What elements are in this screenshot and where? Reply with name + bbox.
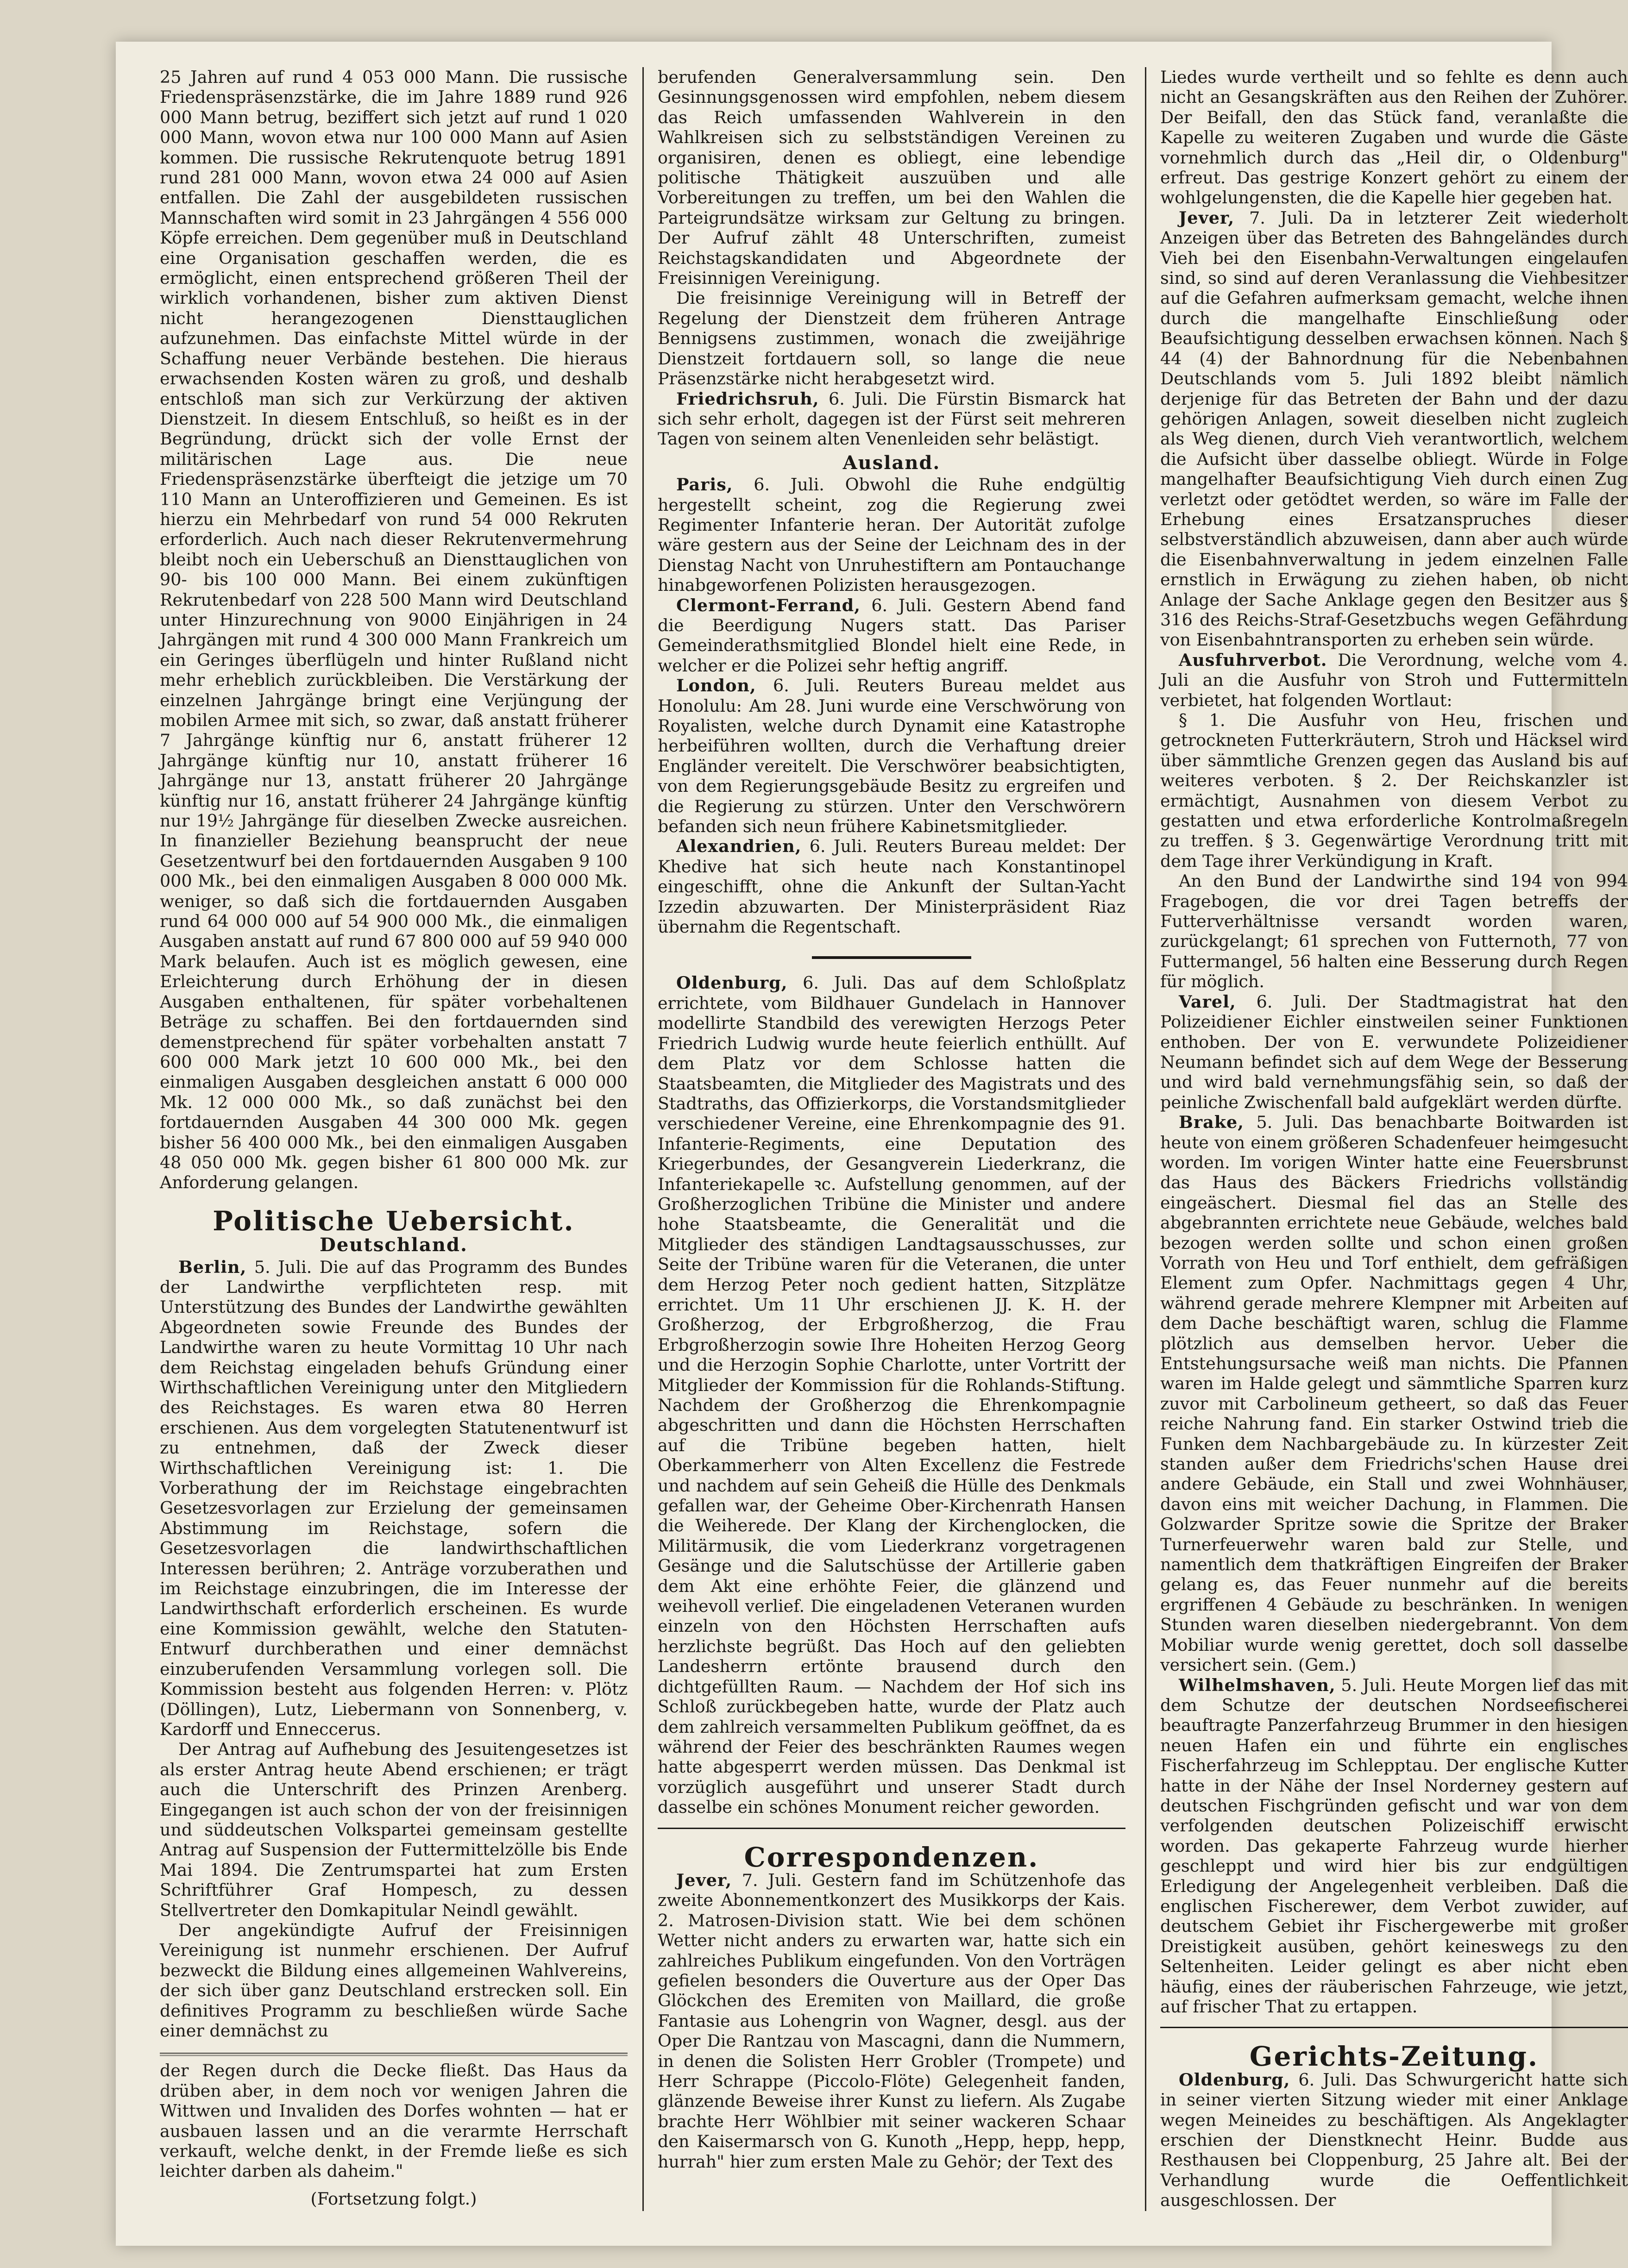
section-heading: Politische Uebersicht.	[213, 1205, 575, 1237]
column-rule	[642, 67, 644, 2211]
dateline-place: Paris,	[676, 475, 733, 495]
dateline-place: Berlin,	[178, 1257, 247, 1277]
news-text: 7. Juli. Da in letzterer Zeit wiederholt Anzeigen über das Betreten des Bahngeländes durch Vieh bei den Eisenbahn-Verwaltungen eingelaufen sind, so sind auf deren Veranlassung die Viehbesitzer auf die Gefahren aufmerksam gemacht, welche ihnen durch die mangelhafte Einschließung oder Beaufsichtigung desselben erwachsen können. Nach § 44 (4) der Bahnordnung für die Nebenbahnen Deutschlands vom 5. Juli 1892 bleibt nämlich derjenige für das Betreten der Bahn und der dazu gehörigen Anlagen, soweit dieselben nicht zugleich als Weg dienen, durch Vieh verantwortlich, welchem die Aufsicht über dasselbe obliegt. Würde in Folge mangelhafter Beaufsichtigung Vieh durch einen Zug verletzt oder getödtet werden, so wäre im Falle der Erhebung eines Ersatzanspruches dieser selbstverständlich abzuweisen, dann aber auch würde die Eisenbahnverwaltung in jedem einzelnen Falle ernstlich in Erwägung zu ziehen haben, ob nicht Anlage der Sache Anklage gegen den Besitzer aus § 316 des Reichs-Straf-Gesetzbuchs wegen Gefährdung von Eisenbahntransporten zu erheben sein würde.	[1160, 207, 1628, 650]
dateline-place: Varel,	[1179, 991, 1236, 1012]
dateline-place: London,	[676, 676, 756, 696]
article-paragraph: § 1. Die Ausfuhr von Heu, frischen und getrockneten Futterkräutern, Stroh und Häcksel wird über sämmtliche Grenzen gegen das Ausland bis auf weiteres verboten. § 2. Der Reichskanzler ist ermächtigt, Ausnahmen von diesem Verbot zu gestatten und etwa erforderliche Kontrolmaßregeln zu treffen. § 3. Gegenwärtige Verordnung tritt mit dem Tage ihrer Verkündigung in Kraft.	[1160, 710, 1628, 871]
news-item	[658, 475, 1125, 595]
news-text: 6. Juli. Der Stadtmagistrat hat den Polizeidiener Eichler einstweilen seiner Funktionen enthoben. Der von E. verwundete Polizeidiener Neumann befindet sich auf dem Wege der Besserung und wird bald vernehmungsfähig sein, so daß der peinliche Zwischenfall bald aufgeklärt werden dürfte.	[1160, 991, 1628, 1112]
section-heading: Gerichts-Zeitung.	[1249, 2041, 1539, 2073]
feuilleton-text: der Regen durch die Decke fließt. Das Haus da drüben aber, in dem noch vor wenigen Jahren die Wittwen und Invaliden des Dorfes wohnten — hat er ausbauen lassen und an die verarmte Herrschaft verkauft, welche denkt, in der Fremde ließe es sich leichter darben als daheim."	[160, 2061, 628, 2181]
news-item	[658, 836, 1125, 937]
dateline-place: Oldenburg,	[1179, 2069, 1290, 2090]
news-item	[1160, 2070, 1628, 2211]
news-text: 6. Juli. Das auf dem Schloßplatz errichtete, vom Bildhauer Gundelach in Hannover modellirte Standbild des verewigten Herzogs Peter Friedrich Ludwig wurde heute feierlich enthüllt. Auf dem Platz vor dem Schlosse hatten die Staatsbeamten, die Mitglieder des Magistrats und des Stadtraths, das Offizierkorps, die Vorstandsmitglieder verschiedener Vereine, eine Ehrenkompagnie des 91. Infanterie-Regiments, eine Deputation des Kriegerbundes, der Gesangverein Liederkranz, die Infanteriekapelle ꝛc. Aufstellung genommen, auf der Großherzoglichen Tribüne die Minister und andere hohe Staatsbeamte, die Generalität und die Mitglieder des ständigen Landtagsausschusses, zur Seite der Tribüne waren für die Veteranen, die unter dem Herzog Peter noch gedient hatten, Sitzplätze errichtet. Um 11 Uhr erschienen JJ. K. H. der Großherzog, der Erbgroßherzog, die Frau Erbgroßherzogin sowie Ihre Hoheiten Herzog Georg und die Herzogin Sophie Charlotte, unter Vortritt der Mitglieder der Kommission für die Rohlands-Stiftung. Nachdem der Großherzog die Ehrenkompagnie abgeschritten und dann die Höchsten Herrschaften auf die Tribüne begeben hatten, hielt Oberkammerherr von Alten Excellenz die Festrede und nachdem auf sein Geheiß die Hülle des Denkmals gefallen war, der Geheime Ober-Kirchenrath Hansen die Weiherede. Der Klang der Kirchenglocken, die Militärmusik, die vom Liederkranz vorgetragenen Gesänge und die Salutschüsse der Artillerie gaben dem Akt eine erhöhte Feier, die glänzend und weihevoll verlief. Die eingeladenen Veteranen wurden einzeln von den Höchsten Herrschaften aufs herzlichste begrüßt. Das Hoch auf den geliebten Landesherrn ertönte brausend durch den dichtgefüllten Raum. — Nachdem der Hof sich ins Schloß zurückbegeben hatte, wurde der Platz auch dem zahlreich versammelten Publikum geöffnet, da es während der Feier des beschränkten Raumes wegen hatte abgesperrt werden müssen. Das Denkmal ist vorzüglich ausgeführt und unserer Stadt durch dasselbe ein schönes Monument reicher geworden.	[658, 973, 1125, 1817]
subsection-heading: Deutschland.	[320, 1234, 468, 1256]
dateline-place: Alexandrien,	[676, 836, 802, 857]
dateline-place: Clermont-Ferrand,	[676, 595, 861, 615]
subsection-heading: Ausland.	[842, 451, 941, 474]
news-item	[1160, 1675, 1628, 2017]
section-divider	[812, 956, 971, 959]
news-text: 6. Juli. Reuters Bureau meldet aus Honolulu: Am 28. Juni wurde eine Verschwörung von Royalisten, welche durch Dynamit eine Katastrophe herbeiführen wollten, durch die Verhaftung dreier Engländer vereitelt. Die Verschwörer beabsichtigten, von dem Regierungsgebäude Besitz zu ergreifen und die Regierung zu stürzen. Unter den Verschwörern befanden sich neun frühere Kabinetsmitglieder.	[658, 676, 1125, 837]
column-1	[160, 67, 628, 2209]
news-text: 6. Juli. Das Schwurgericht hatte sich in seiner vierten Sitzung wieder mit einer Anklage wegen Meineides zu beschäftigen. Als Angeklagter erschien der Dienstknecht Heinr. Budde aus Resthausen bei Cloppenburg, 25 Jahre alt. Bei der Verhandlung wurde die Oeffentlichkeit ausgeschlossen. Der	[1160, 2069, 1628, 2211]
article-paragraph: Der Antrag auf Aufhebung des Jesuitengesetzes ist als erster Antrag heute Abend erschienen; er trägt auch die Unterschrift des Prinzen Arenberg. Eingegangen ist auch schon der von der freisinnigen und süddeutschen Volkspartei gemeinsam gestellte Antrag auf Suspension der Futtermittelzölle bis Ende Mai 1894. Die Zentrumspartei hat zum Ersten Schriftführer Graf Hompesch, zu dessen Stellvertreter den Domkapitular Neindl gewählt.	[160, 1739, 628, 1920]
news-item	[658, 595, 1125, 676]
section-heading: Correspondenzen.	[744, 1841, 1039, 1873]
news-item	[658, 1870, 1125, 2172]
news-text: 6. Juli. Die Fürstin Bismarck hat sich sehr erholt, dagegen ist der Fürst seit mehreren Tagen von seinem alten Venenleiden sehr belästigt.	[658, 388, 1125, 449]
news-item	[658, 676, 1125, 836]
news-item	[1160, 208, 1628, 650]
dateline-place: Brake,	[1179, 1112, 1244, 1133]
article-paragraph: Der angekündigte Aufruf der Freisinnigen Vereinigung ist nunmehr erschienen. Der Aufruf bezweckt die Bildung eines allgemeinen Wahlvereins, der sich über ganz Deutschland erstrecken soll. Ein definitives Programm zu beschließen würde Sache einer demnächst zu	[160, 1920, 628, 2041]
news-item	[1160, 1112, 1628, 1675]
article-paragraph: An den Bund der Landwirthe sind 194 von 994 Fragebogen, die vor drei Tagen betreffs der Futterverhältnisse versandt worden waren, zurückgelangt; 61 sprechen von Futternoth, 77 von Futtermangel, 56 halten eine Besserung durch Regen für möglich.	[1160, 871, 1628, 992]
column-rule	[1145, 67, 1146, 2211]
dateline-place: Jever,	[1179, 207, 1235, 228]
dateline-place: Ausfuhrverbot.	[1179, 650, 1327, 670]
section-divider	[658, 1828, 1125, 1829]
news-text: 6. Juli. Obwohl die Ruhe endgültig hergestellt scheint, zog die Regierung zwei Regimenter Infanterie heran. Der Autorität zufolge wäre gestern aus der Seine der Leichnam des in der Dienstag Nacht von Unruhestiftern am Pontauchange hinabgeworfenen Polizisten herausgezogen.	[658, 475, 1125, 595]
news-text: 5. Juli. Das benachbarte Boitwarden ist heute von einem größeren Schadenfeuer heimgesucht worden. Im vorigen Winter hatte eine Feuersbrunst das Haus des Bäckers Friedrichs vollständig eingeäschert. Diesmal fiel das an Stelle des abgebrannten errichtete neue Gebäude, welches bald bezogen werden sollte und schon einen großen Vorrath von Heu und Torf enthielt, dem gefräßigen Element zum Opfer. Nachmittags gegen 4 Uhr, während gerade mehrere Klempner mit Arbeiten auf dem Dache beschäftigt waren, schlug die Flamme plötzlich aus demselben hervor. Ueber die Entstehungsursache weiß man nichts. Die Pfannen waren im Halde gelegt und sämmtliche Sparren kurz zuvor mit Carbolineum getheert, so daß das Feuer reiche Nahrung fand. Ein starker Ostwind trieb die Funken dem Nachbargebäude zu. In kürzester Zeit standen außer dem Friedrichs'schen Hause drei andere Gebäude, ein Stall und zwei Wohnhäuser, davon eins mit weicher Dachung, in Flammen. Die Golzwarder Spritze sowie die Spritze der Braker Turnerfeuerwehr waren bald zur Stelle, und namentlich dem thatkräftigen Eingreifen der Braker gelang es, das Feuer nunmehr auf die bereits ergriffenen 4 Gebäude zu beschränken. In wenigen Stunden waren dieselben niedergebrannt. Von dem Mobiliar wurde wenig gerettet, doch soll dasselbe versichert sein. (Gem.)	[1160, 1112, 1628, 1675]
dateline-place: Wilhelmshaven,	[1179, 1675, 1336, 1695]
news-item	[658, 389, 1125, 449]
news-text: Die Verordnung, welche vom 4. Juli an die Ausfuhr von Stroh und Futtermitteln verbietet, hat folgenden Wortlaut:	[1160, 650, 1628, 710]
news-item	[658, 973, 1125, 1817]
news-text: 6. Juli. Reuters Bureau meldet: Der Khedive hat sich heute nach Konstantinopel eingeschifft, ohne die Ankunft der Sultan-Yacht Izzedin abzuwarten. Der Ministerpräsident Riaz übernahm die Regentschaft.	[658, 836, 1125, 937]
article-paragraph: 25 Jahren auf rund 4 053 000 Mann. Die russische Friedenspräsenzstärke, die im Jahre 1889 rund 926 000 Mann betrug, beziffert sich jetzt auf rund 1 020 000 Mann, wovon etwa nur 100 000 Mann auf Asien kommen. Die russische Rekrutenquote betrug 1891 rund 281 000 Mann, wovon etwa 24 000 auf Asien entfallen. Die Zahl der ausgebildeten russischen Mannschaften wird somit in 23 Jahrgängen 4 556 000 Köpfe erreichen. Dem gegenüber muß in Deutschland eine Organisation geschaffen werden, die es ermöglicht, einen entsprechend größeren Theil der wirklich vorhandenen, bisher zum aktiven Dienst nicht herangezogenen Diensttauglichen aufzunehmen. Das einfachste Mittel würde in der Schaffung neuer Verbände bestehen. Die hieraus erwachsenden Kosten wären zu groß, und deshalb entschloß man sich zur Verkürzung der aktiven Dienstzeit. In diesem Entschluß, so heißt es in der Begründung, drückt sich der volle Ernst der militärischen Lage aus. Die neue Friedenspräsenzstärke überfteigt die jetzige um 70 110 Mann an Unteroffizieren und Gemeinen. Es ist hierzu ein Mehrbedarf von rund 54 000 Rekruten erforderlich. Auch nach dieser Rekrutenvermehrung bleibt noch ein Ueberschuß an Diensttauglichen von 90- bis 100 000 Mann. Bei einem zukünftigen Rekrutenbedarf von 228 500 Mann wird Deutschland unter Hinzurechnung von 9000 Einjährigen in 24 Jahrgängen mit rund 4 300 000 Mann Frankreich um ein Geringes überflügeln und hinter Rußland nicht mehr erheblich zurückbleiben. Die Verstärkung der einzelnen Jahrgänge bringt eine Verjüngung der mobilen Armee mit sich, so zwar, daß anstatt früherer 7 Jahrgänge künftig nur 6, anstatt früherer 12 Jahrgänge künftig nur 10, anstatt früherer 16 Jahrgänge nur 13, anstatt früherer 20 Jahrgänge künftig nur 16, anstatt früherer 24 Jahrgänge künftig nur 19½ Jahrgänge für dieselben Zwecke ausreichen. In finanzieller Beziehung beansprucht der neue Gesetzentwurf bei den fortdauernden Ausgaben 9 100 000 Mk., bei den einmaligen Ausgaben 8 000 000 Mk. weniger, so daß sich die fortdauernden Ausgaben rund 64 000 000 auf 54 900 000 Mk., die einmaligen Ausgaben anstatt auf rund 67 800 000 auf 59 940 000 Mark belaufen. Auch ist es möglich gewesen, eine Erleichterung durch Erhöhung der in diesen Ausgaben enthaltenen, für später vorbehaltenen Beträge zu schaffen. Bei den fortdauernden sind demenstprechend für später vorbehalten anstatt 7 600 000 Mark jetzt 10 600 000 Mk., bei den einmaligen Ausgaben desgleichen anstatt 6 000 000 Mk. 12 000 000 Mk., so daß zunächst bei den fortdauernden Ausgaben 44 300 000 Mk. gegen bisher 56 400 000 Mk., bei den einmaligen Ausgaben 48 050 000 Mk. gegen bisher 61 800 000 Mk. zur Anforderung gelangen.	[160, 67, 628, 1193]
article-paragraph: Liedes wurde vertheilt und so fehlte es denn auch nicht an Gesangskräften aus den Reihen der Zuhörer. Der Beifall, den das Stück fand, veranlaßte die Kapelle zu weiteren Zugaben und wurde die Gäste vornehmlich durch das „Heil dir, o Oldenburg" erfreut. Das gestrige Konzert gehört zu einem der wohlgelungensten, die die Kapelle hier gegeben hat.	[1160, 67, 1628, 208]
feuilleton-divider	[160, 2053, 628, 2056]
article-paragraph: Die freisinnige Vereinigung will in Betreff der Regelung der Dienstzeit dem früheren Antrage Bennigsens zustimmen, wonach die zweijährige Dienstzeit fortdauern soll, so lange die neue Präsenzstärke nicht herabgesetzt wird.	[658, 288, 1125, 389]
news-item	[1160, 992, 1628, 1112]
dateline-place: Oldenburg,	[676, 973, 788, 993]
column-3	[1160, 67, 1628, 2211]
column-2	[658, 67, 1125, 2197]
article-paragraph: berufenden Generalversammlung sein. Den Gesinnungsgenossen wird empfohlen, nebem diesem das Reich umfassenden Wahlverein in den Wahlkreisen sich zu selbstständigen Vereinen zu organisiren, denen es obliegt, eine lebendige politische Thätigkeit auszuüben und alle Vorbereitungen zu treffen, um bei den Wahlen die Parteigrundsätze wirksam zur Geltung zu bringen. Der Aufruf zählt 48 Unterschriften, zumeist Reichstagskandidaten und Abgeordnete der Freisinnigen Vereinigung.	[658, 67, 1125, 288]
news-text: 5. Juli. Die auf das Programm des Bundes der Landwirthe verpflichteten resp. mit Unterstützung des Bundes der Landwirthe gewählten Abgeordneten sowie Freunde des Bundes der Landwirthe waren zu heute Vormittag 10 Uhr nach dem Reichstag eingeladen behufs Gründung einer Wirthschaftlichen Vereinigung unter den Mitgliedern des Reichstages. Es waren etwa 80 Herren erschienen. Aus dem vorgelegten Statutenentwurf ist zu entnehmen, daß der Zweck dieser Wirthschaftlichen Vereinigung ist: 1. Die Vorberathung der im Reichstage eingebrachten Gesetzesvorlagen zur Erzielung der gemeinsamen Abstimmung im Reichstage, sofern die Gesetzesvorlagen die landwirthschaftlichen Interessen berühren; 2. Anträge vorzuberathen und im Reichstage einzubringen, die im Interesse der Landwirthschaft erforderlich erscheinen. Es wurde eine Kommission gewählt, welche den Statuten-Entwurf durchberathen und einer demnächst einzuberufenden Versammlung vorlegen soll. Die Kommission besteht aus folgenden Herren: v. Plötz (Döllingen), Lutz, Liebermann von Sonnenberg, v. Kardorff und Enneccerus.	[160, 1257, 628, 1739]
news-text: 7. Juli. Gestern fand im Schützenhofe das zweite Abonnementkonzert des Musikkorps der Kais. 2. Matrosen-Division statt. Wie bei dem schönen Wetter nicht anders zu erwarten war, hatte sich ein zahlreiches Publikum eingefunden. Von den Vorträgen gefielen besonders die Ouverture aus der Oper Das Glöckchen des Eremiten von Maillard, die große Fantasie aus Lohengrin von Wagner, desgl. aus der Oper Die Rantzau von Mascagni, dann die Nummern, in denen die Solisten Herr Grobler (Trompete) und Herr Schrappe (Piccolo-Flöte) Gelegenheit fanden, glänzende Beweise ihrer Kunst zu liefern. Als Zugabe brachte Herr Wöhlbier mit seiner wackeren Schaar den Kaisermarsch von G. Kunoth „Hepp, hepp, hepp, hurrah" hier zum ersten Male zu Gehör; der Text des	[658, 1870, 1125, 2172]
news-item	[1160, 650, 1628, 710]
newspaper-page	[116, 42, 1628, 2246]
dateline-place: Jever,	[676, 1870, 732, 1890]
section-divider	[1160, 2027, 1628, 2028]
news-text: 6. Juli. Gestern Abend fand die Beerdigung Nugers statt. Das Pariser Gemeinderathsmitglied Blondel hielt eine Rede, in welcher er die Polizei sehr heftig angriff.	[658, 595, 1125, 676]
dateline-place: Friedrichsruh,	[676, 388, 819, 409]
news-text: 5. Juli. Heute Morgen lief das mit dem Schutze der deutschen Nordseefischerei beauftragte Panzerfahrzeug Brummer in den hiesigen neuen Hafen ein und führte ein englisches Fischerfahrzeug im Schlepptau. Der englische Kutter hatte in der Nähe der Insel Norderney gestern auf deutschen Fischgründen gefischt und war von dem verfolgenden deutschen Polizeischiff erwischt worden. Das gekaperte Fahrzeug wurde hierher geschleppt und wird hier bis zur endgültigen Erledigung der Angelegenheit verbleiben. Daß die englischen Fischerewer, dem Verbot zuwider, auf deutschem Gebiet ihr Fischergewerbe mit großer Dreistigkeit ausüben, gehört keineswegs zu den Seltenheiten. Leider gelingt es aber nicht eben häufig, eines der räuberischen Fahrzeuge, wie jetzt, auf frischer That zu ertappen.	[1160, 1675, 1628, 2017]
news-item	[160, 1257, 628, 1740]
continuation-note: (Fortsetzung folgt.)	[310, 2188, 477, 2209]
